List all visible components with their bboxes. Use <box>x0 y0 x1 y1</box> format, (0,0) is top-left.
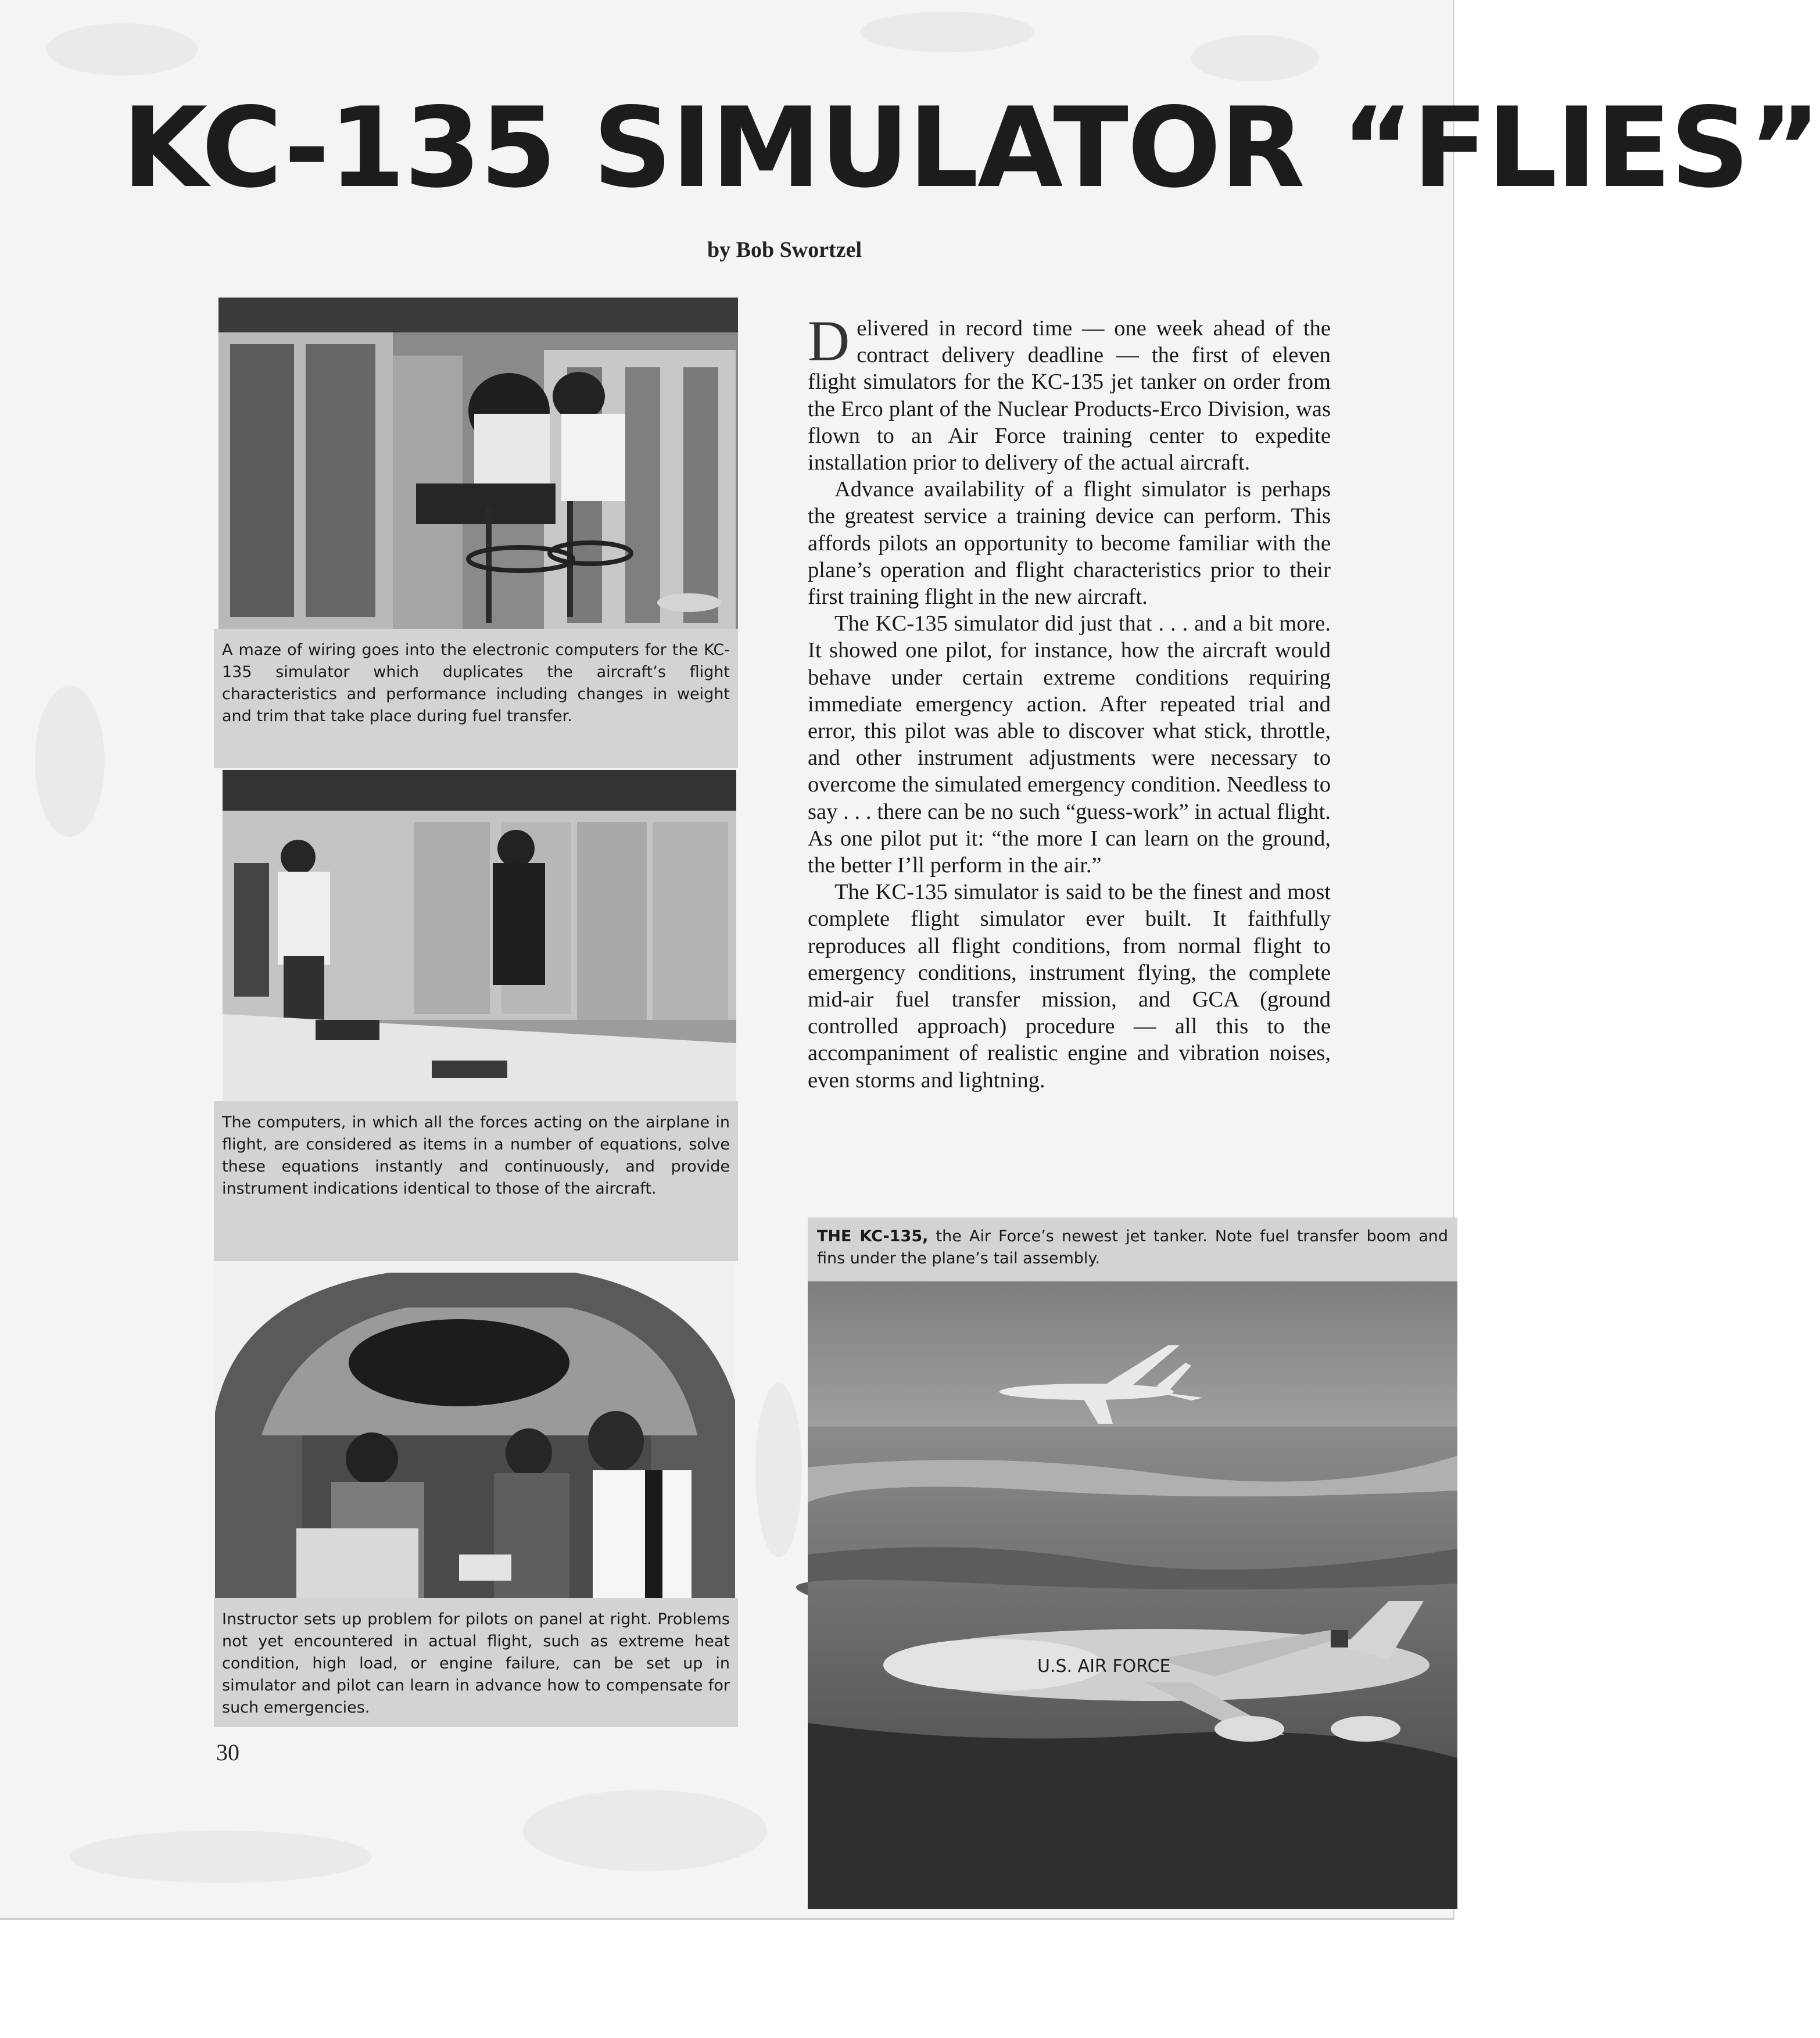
paragraph-1 <box>808 309 1331 476</box>
paragraph-3: The KC-135 simulator did just that . . . and a bit more. It showed one pilot, for instance, how the aircraft would behave under certain extreme conditions requiring immediate emergency action. After repeated trial and error, this pilot was able to discover what stick, throttle, and other instrument adjustments were necessary to overcome the simulated emergency condition. Needless to say . . . there can be no such “guess-work” in actual flight. As one pilot put it: “the more I can learn on the ground, the better I’ll perform in the air.” <box>808 611 1331 878</box>
caption-tanker <box>808 1217 1457 1281</box>
fuselage-marking: U.S. AIR FORCE <box>1037 1656 1171 1677</box>
photo-kc135-aircraft <box>808 1281 1457 1909</box>
photo-cockpit-instructor <box>215 1261 735 1598</box>
caption-computers: The computers, in which all the forces acting on the airplane in flight, are considered as items in a number of equations, solve these equations instantly and continuously, and provide instrument indications identical to those of the aircraft. <box>214 1101 738 1261</box>
photo-wiring-technicians <box>218 298 738 629</box>
byline: by Bob Swortzel <box>707 238 862 262</box>
caption-tanker-text: the Air Force’s newest jet tanker. Note fuel transfer boom and fins under the plane’s tail assembly. <box>817 1227 1449 1267</box>
caption-tanker-lead: THE KC-135, <box>817 1227 929 1245</box>
caption-instructor: Instructor sets up problem for pilots on panel at right. Problems not yet encountered in actual flight, such as extreme heat condition, high load, or engine failure, can be set up in simulator and pilot can learn in advance how to compensate for such emergencies. <box>214 1598 738 1727</box>
caption-wiring: A maze of wiring goes into the electronic computers for the KC-135 simulator which duplicates the aircraft’s flight characteristics and performance including changes in weight and trim that take place during fuel transfer. <box>214 629 738 768</box>
page-number: 30 <box>216 1739 239 1765</box>
paragraph-1-text: elivered in record time — one week ahead of the contract delivery deadline — the first of eleven flight simulators for the KC-135 jet tanker on order from the Erco plant of the Nuclear Products-Erco Division, was flown to an Air Force training center to expedite installation prior to delivery of the actual aircraft. <box>808 316 1331 475</box>
paragraph-4: The KC-135 simulator is said to be the finest and most complete flight simulator ever built. It faithfully reproduces all flight conditions, from normal flight to emergency conditions, instrument flying, the complete mid-air fuel transfer mission, and GCA (ground controlled approach) procedure — all this to the accompaniment of realistic engine and vibration noises, even storms and lightning. <box>808 880 1331 1093</box>
drop-cap: D <box>808 309 850 373</box>
paragraph-2: Advance availability of a flight simulator is perhaps the greatest service a training device can perform. This affords pilots an opportunity to become familiar with the plane’s operation and flight characteristics prior to their first training flight in the new aircraft. <box>808 477 1331 610</box>
article-body <box>808 309 1331 1094</box>
article-title: KC-135 SIMULATOR “FLIES” <box>122 84 1820 212</box>
photo-computer-room <box>223 770 736 1101</box>
